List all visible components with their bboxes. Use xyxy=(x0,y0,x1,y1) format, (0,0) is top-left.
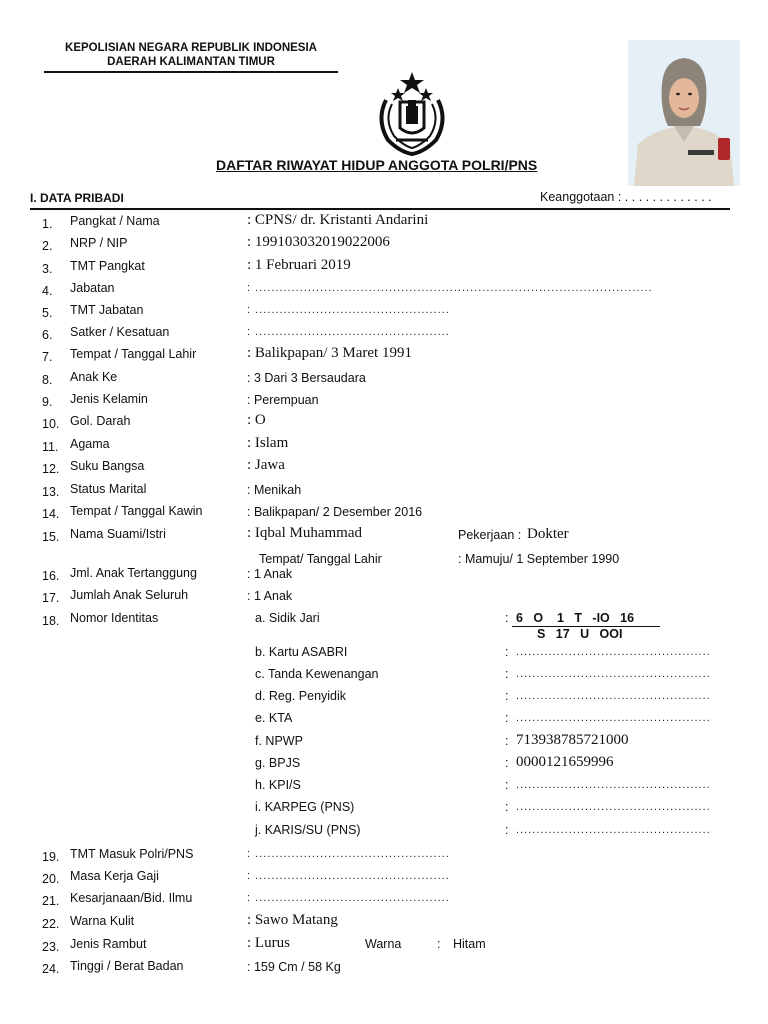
hair-color-label: Warna xyxy=(365,937,402,951)
row-label: Tinggi / Berat Badan xyxy=(70,959,184,973)
row-number: 4. xyxy=(42,284,53,298)
identity-colon: : xyxy=(505,611,509,625)
row-number: 10. xyxy=(42,417,60,431)
portrait-photo xyxy=(628,40,740,186)
identity-label: j. KARIS/SU (PNS) xyxy=(255,823,361,837)
row-label: Satker / Kesatuan xyxy=(70,325,170,339)
row-number: 9. xyxy=(42,395,53,409)
row-value: : 3 Dari 3 Bersaudara xyxy=(247,371,366,385)
row-label: Anak Ke xyxy=(70,370,118,384)
membership-field: Keanggotaan : . . . . . . . . . . . . . xyxy=(540,190,712,204)
row-value: : Perempuan xyxy=(247,393,319,407)
row-label: Jabatan xyxy=(70,281,115,295)
spouse-birth-label: Tempat/ Tanggal Lahir xyxy=(259,552,382,566)
identity-label: d. Reg. Penyidik xyxy=(255,689,347,703)
row-number: 7. xyxy=(42,350,53,364)
row-value: : ................................................ xyxy=(247,848,450,860)
identity-value: ................................................ xyxy=(516,779,711,791)
row-label: Tempat / Tanggal Kawin xyxy=(70,504,203,518)
row-value: : CPNS/ dr. Kristanti Andarini xyxy=(247,212,429,228)
row-label: TMT Masuk Polri/PNS xyxy=(70,847,194,861)
police-emblem-icon xyxy=(366,70,458,156)
row-value: : Islam xyxy=(247,435,289,451)
row-value: : 1 Anak xyxy=(247,589,293,603)
row-number: 2. xyxy=(42,239,53,253)
row-value: : ................................................ xyxy=(247,304,450,316)
spouse-job-label: Pekerjaan : xyxy=(458,528,522,542)
row-label: Suku Bangsa xyxy=(70,459,145,473)
identity-label: g. BPJS xyxy=(255,756,301,770)
hair-color-colon: : xyxy=(437,937,441,951)
row-number: 24. xyxy=(42,962,60,976)
identity-colon: : xyxy=(505,645,509,659)
row-value: : Lurus xyxy=(247,935,290,951)
identity-colon: : xyxy=(505,756,509,770)
row-label: Agama xyxy=(70,437,110,451)
row-number: 16. xyxy=(42,569,60,583)
row-value: : .................................................................................................. xyxy=(247,282,653,294)
row-number: 21. xyxy=(42,894,60,908)
row-value: : O xyxy=(247,412,266,428)
identity-value: ................................................ xyxy=(516,824,711,836)
row-value: : 1 Anak xyxy=(247,567,293,581)
row-value: : Balikpapan/ 2 Desember 2016 xyxy=(247,505,423,519)
row-number: 5. xyxy=(42,306,53,320)
row-number: 23. xyxy=(42,940,60,954)
row-value: : 159 Cm / 58 Kg xyxy=(247,960,341,974)
row-number: 22. xyxy=(42,917,60,931)
identity-value: ................................................ xyxy=(516,712,711,724)
spouse-job-value: Dokter xyxy=(527,526,569,542)
row-number: 19. xyxy=(42,850,60,864)
identity-label: h. KPI/S xyxy=(255,778,301,792)
identity-colon: : xyxy=(505,734,509,748)
identity-colon: : xyxy=(505,800,509,814)
row-label: Jml. Anak Tertanggung xyxy=(70,566,197,580)
identity-colon: : xyxy=(505,823,509,837)
row-label: Jenis Kelamin xyxy=(70,392,148,406)
row-label: TMT Pangkat xyxy=(70,259,145,273)
org-line-2: DAERAH KALIMANTAN TIMUR xyxy=(107,56,275,68)
row-number: 17. xyxy=(42,591,60,605)
fingerprint-line-2: S 17 U OOI xyxy=(537,627,623,641)
org-line-1: KEPOLISIAN NEGARA REPUBLIK INDONESIA xyxy=(65,42,317,54)
row-number: 14. xyxy=(42,507,60,521)
row-label: NRP / NIP xyxy=(70,236,128,250)
row-label: Jumlah Anak Seluruh xyxy=(70,588,189,602)
identity-colon: : xyxy=(505,711,509,725)
row-number: 1. xyxy=(42,217,53,231)
row-value: : ................................................ xyxy=(247,326,450,338)
identity-label: f. NPWP xyxy=(255,734,303,748)
identity-label: c. Tanda Kewenangan xyxy=(255,667,379,681)
identity-value: ................................................ xyxy=(516,646,711,658)
identity-colon: : xyxy=(505,778,509,792)
row-value: : Sawo Matang xyxy=(247,912,338,928)
spouse-birth-value: : Mamuju/ 1 September 1990 xyxy=(458,552,620,566)
row-label: Jenis Rambut xyxy=(70,937,147,951)
header-underline xyxy=(44,71,338,73)
row-label: Warna Kulit xyxy=(70,914,135,928)
row-label: Masa Kerja Gaji xyxy=(70,869,159,883)
row-number: 3. xyxy=(42,262,53,276)
section-title: I. DATA PRIBADI xyxy=(30,191,124,205)
row-value: : 199103032019022006 xyxy=(247,234,390,250)
row-label: Nama Suami/Istri xyxy=(70,527,166,541)
row-value: : ................................................ xyxy=(247,892,450,904)
identity-label: i. KARPEG (PNS) xyxy=(255,800,355,814)
row-value: : Menikah xyxy=(247,483,302,497)
identity-label: b. Kartu ASABRI xyxy=(255,645,348,659)
row-number: 6. xyxy=(42,328,53,342)
identity-value: ................................................ xyxy=(516,690,711,702)
row-value: : Balikpapan/ 3 Maret 1991 xyxy=(247,345,412,361)
row-value: : Jawa xyxy=(247,457,285,473)
row-label: Gol. Darah xyxy=(70,414,131,428)
identity-label: e. KTA xyxy=(255,711,293,725)
row-label: Status Marital xyxy=(70,482,147,496)
identity-colon: : xyxy=(505,667,509,681)
row-number: 15. xyxy=(42,530,60,544)
hair-color-value: Hitam xyxy=(453,937,486,951)
identity-value: ................................................ xyxy=(516,801,711,813)
row-label: TMT Jabatan xyxy=(70,303,144,317)
identity-value: 713938785721000 xyxy=(516,732,629,748)
identity-colon: : xyxy=(505,689,509,703)
row-number: 18. xyxy=(42,614,60,628)
row-value: : Iqbal Muhammad xyxy=(247,525,362,541)
row-number: 11. xyxy=(42,440,59,454)
row-number: 8. xyxy=(42,373,53,387)
identity-value: 0000121659996 xyxy=(516,754,614,770)
row-label: Kesarjanaan/Bid. Ilmu xyxy=(70,891,193,905)
identity-label: a. Sidik Jari xyxy=(255,611,320,625)
fingerprint-line-1: 6 O 1 T -IO 16 xyxy=(516,611,635,625)
page-title: DAFTAR RIWAYAT HIDUP ANGGOTA POLRI/PNS xyxy=(216,157,538,173)
identity-value: ................................................ xyxy=(516,668,711,680)
row-label: Nomor Identitas xyxy=(70,611,159,625)
row-number: 12. xyxy=(42,462,60,476)
row-number: 13. xyxy=(42,485,60,499)
section-divider xyxy=(30,208,730,210)
row-value: : ................................................ xyxy=(247,870,450,882)
row-value: : 1 Februari 2019 xyxy=(247,257,351,273)
row-label: Tempat / Tanggal Lahir xyxy=(70,347,197,361)
row-number: 20. xyxy=(42,872,60,886)
row-label: Pangkat / Nama xyxy=(70,214,160,228)
